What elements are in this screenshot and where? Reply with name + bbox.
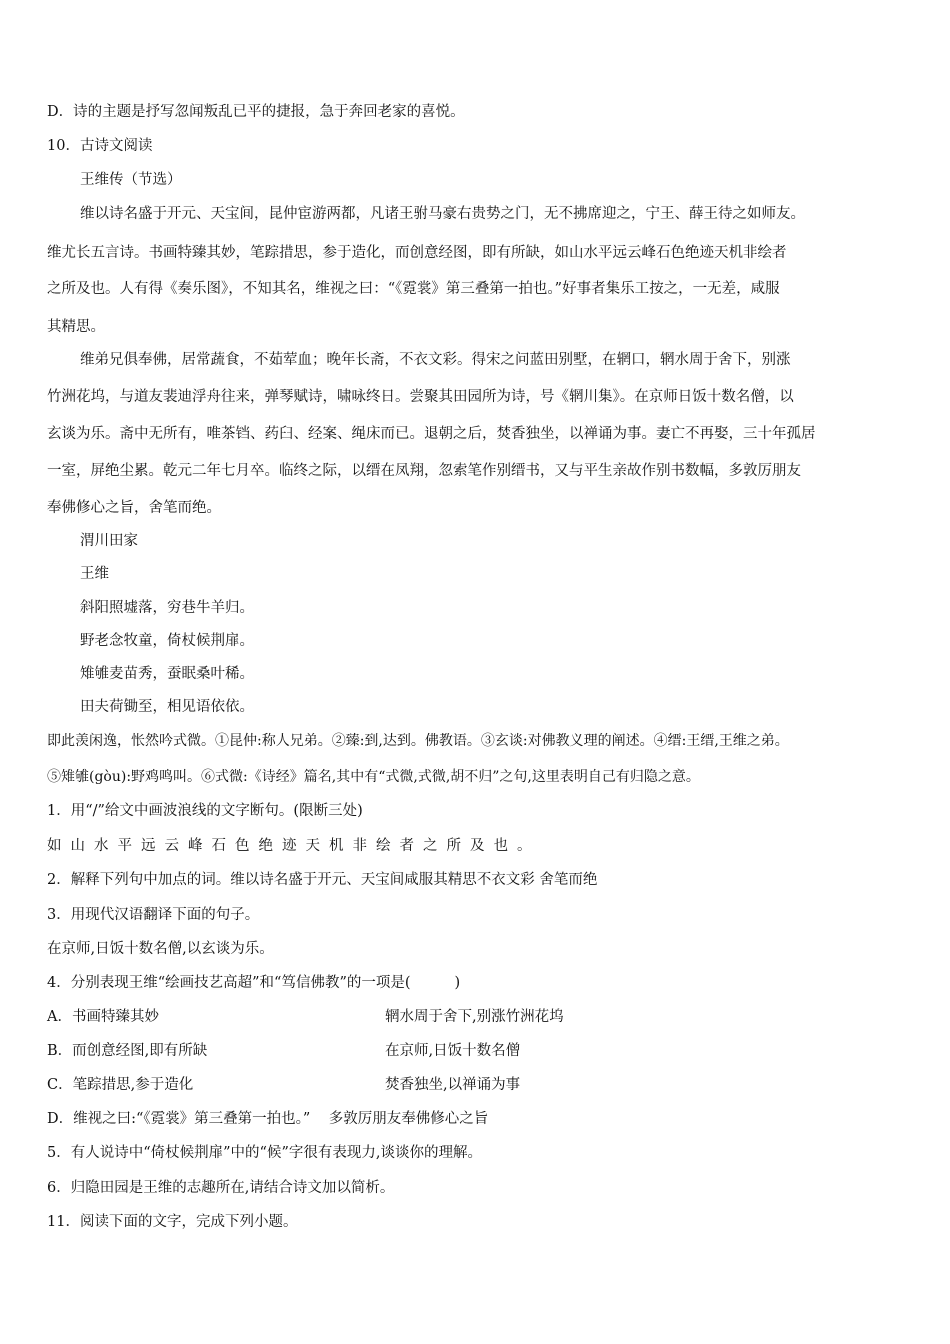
question-1: 1．用“/”给文中画波浪线的文字断句。(限断三处): [47, 803, 363, 819]
passage-line: 维尤长五言诗。书画特臻其妙，笔踪措思，参于造化，而创意经图，即有所缺，如山水平远云峰石色绝迹天机非绘者: [47, 245, 787, 261]
question-3: 3．用现代汉语翻译下面的句子。: [47, 907, 260, 923]
poem-title: 渭川田家: [80, 533, 138, 549]
q4-option-b-right: 在京师,日饭十数名僧: [385, 1043, 521, 1059]
poem-line-notes: 即此羡闲逸，怅然吟式微。①昆仲:称人兄弟。②臻:到,达到。佛教语。③玄谈:对佛教义理的阐述。④缙:王缙,王维之弟。: [47, 733, 789, 749]
passage-line: 维弟兄俱奉佛，居常蔬食，不茹荤血；晚年长斋，不衣文彩。得宋之问蓝田别墅，在辋口，辋水周于舍下，别涨: [80, 352, 791, 368]
passage-line: 玄谈为乐。斋中无所有，唯茶铛、药臼、经案、绳床而已。退朝之后，焚香独坐，以禅诵为事。妻亡不再娶，三十年孤居: [47, 426, 816, 442]
question-5: 5．有人说诗中“倚杖候荆扉”中的“候”字很有表现力,谈谈你的理解。: [47, 1145, 482, 1161]
q4-option-b-left: B．而创意经图,即有所缺: [47, 1043, 208, 1059]
question-4-prefix: 4．分别表现王维“绘画技艺高超”和“笃信佛教”的一项是(: [47, 975, 411, 991]
passage-line: 其精思。: [47, 319, 105, 335]
passage-title: 王维传（节选）: [80, 172, 182, 188]
poem-line: 雉雊麦苗秀，蚕眠桑叶稀。: [80, 666, 254, 682]
question-10-title: 10．古诗文阅读: [47, 138, 153, 154]
q4-option-a-left: A．书画特臻其妙: [47, 1009, 159, 1025]
question-4: [47, 973, 460, 993]
question-3-text: 在京师,日饭十数名僧,以玄谈为乐。: [47, 941, 274, 957]
passage-line: 奉佛修心之旨，舍笔而绝。: [47, 500, 221, 516]
passage-line: 一室，屏绝尘累。乾元二年七月卒。临终之际，以缙在凤翔，忽索笔作别缙书，又与平生亲故作别书数幅，多敦厉朋友: [47, 463, 801, 479]
question-4-suffix: ): [454, 975, 461, 991]
question-2: 2．解释下列句中加点的词。维以诗名盛于开元、天宝间咸服其精思不衣文彩 舍笔而绝: [47, 872, 598, 888]
q4-option-a-right: 辋水周于舍下,别涨竹洲花坞: [385, 1009, 564, 1025]
notes-line: ⑤雉雊(gòu):野鸡鸣叫。⑥式微:《诗经》篇名,其中有“式微,式微,胡不归”之句,这里表明自己有归隐之意。: [47, 769, 700, 785]
question-11-title: 11．阅读下面的文字，完成下列小题。: [47, 1214, 298, 1230]
poem-author: 王维: [80, 566, 109, 582]
poem-line: 斜阳照墟落，穷巷牛羊归。: [80, 600, 254, 616]
question-6: 6．归隐田园是王维的志趣所在,请结合诗文加以简析。: [47, 1180, 395, 1196]
q4-option-c-right: 焚香独坐,以禅诵为事: [385, 1077, 521, 1093]
poem-line: 田夫荷锄至，相见语依依。: [80, 699, 254, 715]
passage-line: 维以诗名盛于开元、天宝间，昆仲宦游两都，凡诸王驸马豪右贵势之门，无不拂席迎之，宁王、薛王待之如师友。: [80, 206, 805, 222]
question-1-text: 如山水平远云峰石色绝迹天机非绘者之所及也。: [47, 838, 541, 854]
q4-option-c-left: C．笔踪措思,参于造化: [47, 1077, 194, 1093]
passage-line: 之所及也。人有得《奏乐图》，不知其名，维视之曰：“《霓裳》第三叠第一拍也。”好事者集乐工按之，一无差，咸服: [47, 281, 780, 297]
passage-line: 竹洲花坞，与道友裴迪浮舟往来，弹琴赋诗，啸咏终日。尝聚其田园所为诗，号《辋川集》。在京师日饭十数名僧，以: [47, 389, 794, 405]
q4-option-d: D．维视之曰:“《霓裳》第三叠第一拍也。” 多敦厉朋友奉佛修心之旨: [47, 1111, 489, 1127]
option-d: D．诗的主题是抒写忽闻叛乱已平的捷报，急于奔回老家的喜悦。: [47, 104, 465, 120]
poem-line: 野老念牧童，倚杖候荆扉。: [80, 633, 254, 649]
